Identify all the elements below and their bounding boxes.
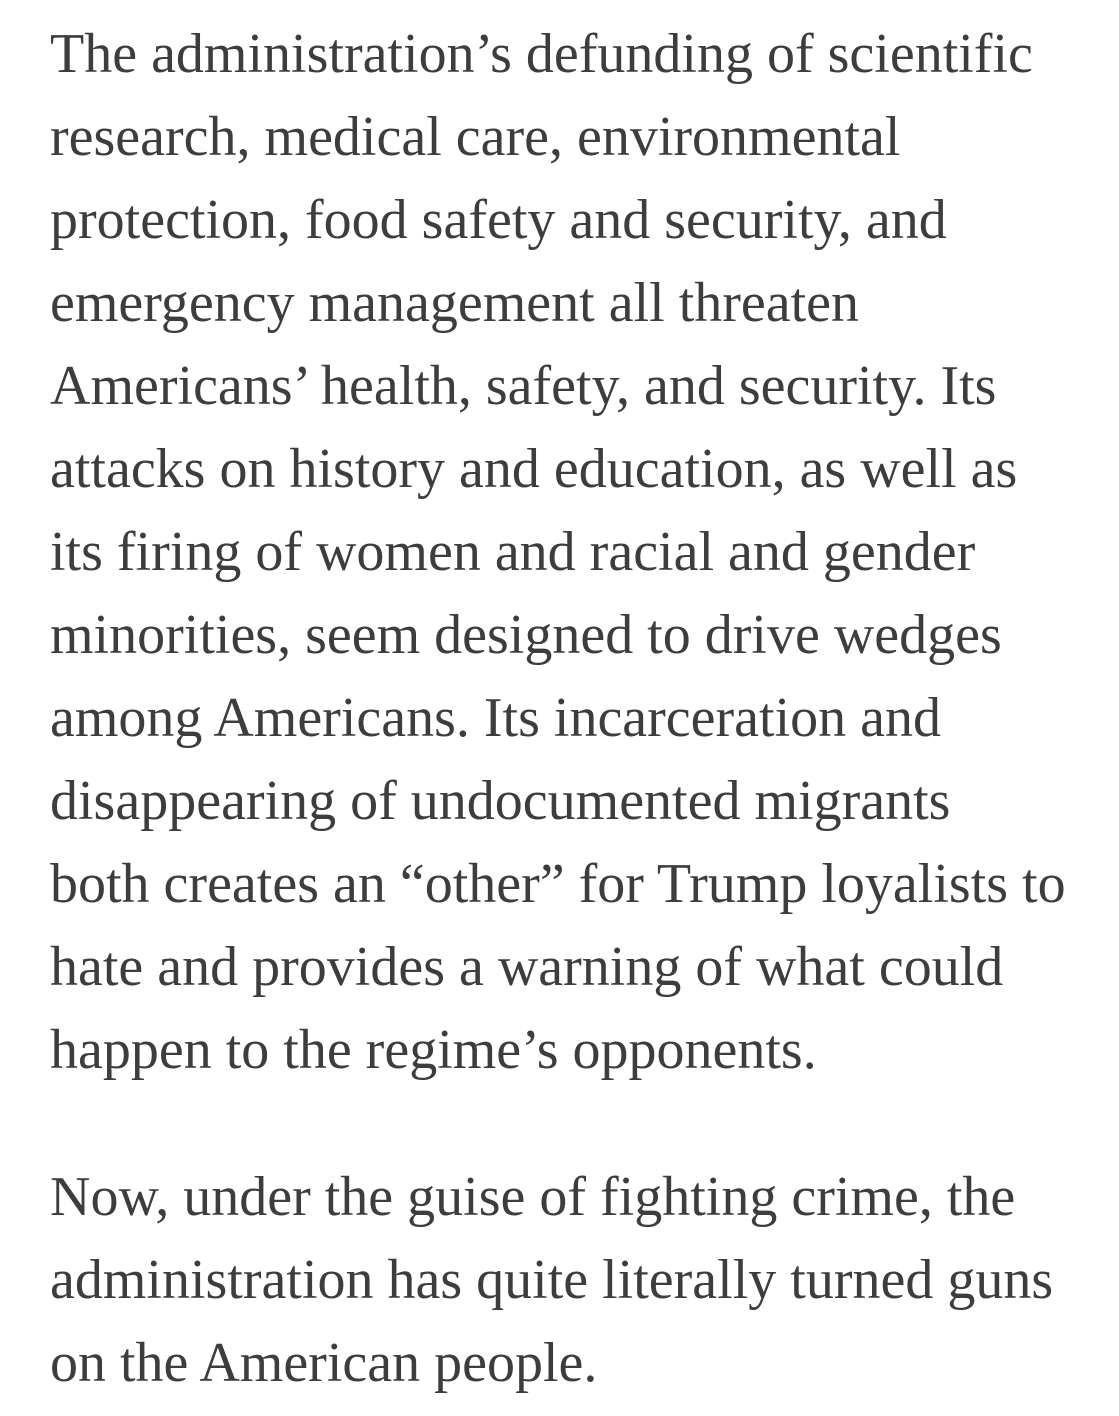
text-line: protection, food safety and security, and xyxy=(50,189,947,251)
text-line: attacks on history and education, as well as xyxy=(50,438,1018,500)
article-paragraph xyxy=(50,13,1079,1092)
article-paragraph xyxy=(50,1156,1079,1405)
text-line: The administration’s defunding of scientific xyxy=(50,23,1033,85)
text-line: both creates an “other” for Trump loyalists to xyxy=(50,853,1066,915)
text-line: on the American people. xyxy=(50,1332,598,1394)
text-line: research, medical care, environmental xyxy=(50,106,901,168)
text-line: among Americans. Its incarceration and xyxy=(50,687,941,749)
text-line: hate and provides a warning of what could xyxy=(50,936,1004,998)
text-line: minorities, seem designed to drive wedges xyxy=(50,604,1002,666)
text-line: administration has quite literally turned guns xyxy=(50,1249,1054,1311)
text-line: Americans’ health, safety, and security. Its xyxy=(50,355,997,417)
text-line: its firing of women and racial and gender xyxy=(50,521,976,583)
text-line: disappearing of undocumented migrants xyxy=(50,770,951,832)
text-line: emergency management all threaten xyxy=(50,272,860,334)
text-line: happen to the regime’s opponents. xyxy=(50,1019,817,1081)
text-line: Now, under the guise of fighting crime, the xyxy=(50,1166,1016,1228)
